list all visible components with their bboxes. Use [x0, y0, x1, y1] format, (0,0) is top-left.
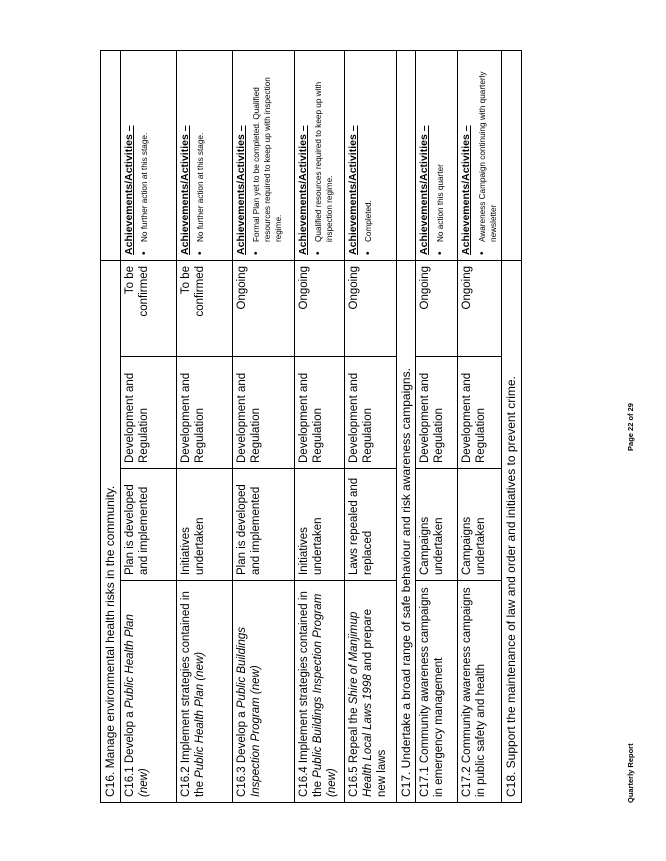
activity-text: C16.1 Develop a	[123, 708, 136, 797]
status-text: Ongoing	[297, 265, 310, 310]
achievements-heading: Achievements/Activities –	[178, 125, 191, 255]
activity-cell	[416, 581, 458, 803]
achievement-cell	[458, 50, 502, 260]
responsible-cell: Development and Regulation	[344, 357, 396, 469]
activity-title-italic: Public Health Plan (new)	[123, 614, 150, 797]
activity-text: C16.4 Implement strategies contained in the	[297, 591, 324, 797]
status-cell	[344, 260, 396, 356]
achievement-text: No further action at this stage.	[196, 132, 206, 242]
outcome-cell: Initiatives undertaken	[176, 469, 232, 581]
action-plan-table	[100, 50, 522, 803]
achievement-text: Qualified resources required to keep up with inspection regime.	[314, 81, 335, 242]
status-text-2: confirmed	[137, 265, 150, 317]
achievement-cell	[120, 50, 176, 260]
achievement-bullet: • No further action at this stage.	[196, 56, 207, 255]
status-cell	[294, 260, 344, 356]
status-text: Ongoing	[235, 265, 248, 310]
activity-title-italic: Shire of Manjimup Health Local Laws 1998	[347, 611, 374, 797]
outcome-cell: Campaigns undertaken	[458, 469, 502, 581]
achievement-cell	[176, 50, 232, 260]
status-text: Ongoing	[347, 265, 360, 310]
achievements-heading: Achievements/Activities –	[460, 125, 473, 255]
responsible-cell: Development and Regulation	[416, 357, 458, 469]
table-row	[120, 50, 176, 802]
activity-text: C16.5 Repeal the	[347, 704, 360, 797]
achievements-heading: Achievements/Activities –	[418, 125, 431, 255]
section-c16-blank	[101, 50, 121, 260]
outcome-cell: Initiatives undertaken	[294, 469, 344, 581]
achievement-bullet: • Awareness Campaign continuing with quarterly newsletter	[478, 56, 499, 255]
footer-page-number: Page 22 of 29	[626, 403, 635, 451]
responsible-cell: Development and Regulation	[294, 357, 344, 469]
achievement-text: No action this quarter	[436, 164, 446, 242]
outcome-cell: Campaigns undertaken	[416, 469, 458, 581]
achievements-heading: Achievements/Activities –	[346, 125, 359, 255]
activity-cell	[458, 581, 502, 803]
responsible-cell: Development and Regulation	[232, 357, 294, 469]
achievement-text: Completed.	[364, 200, 374, 242]
activity-text: C17.2 Community awareness campaigns in public safety and health	[461, 587, 488, 797]
outcome-cell: Plan is developed and implemented	[232, 469, 294, 581]
status-cell	[232, 260, 294, 356]
activity-cell	[344, 581, 396, 803]
table-row	[458, 50, 502, 802]
page-footer	[626, 51, 640, 803]
table-row	[176, 50, 232, 802]
achievement-bullet: • No action this quarter	[436, 56, 447, 255]
activity-cell	[120, 581, 176, 803]
achievement-text: No further action at this stage.	[140, 132, 150, 242]
footer-report-name: Quarterly Report	[626, 743, 635, 803]
achievement-text: Awareness Campaign continuing with quarterly newsletter	[478, 71, 498, 242]
activity-title-italic: Public Buildings Inspection Program (new)	[311, 593, 338, 797]
responsible-cell: Development and Regulation	[120, 357, 176, 469]
activity-text: C16.3 Develop a	[235, 708, 248, 797]
achievement-cell	[344, 50, 396, 260]
section-row-c18	[502, 50, 522, 802]
activity-title-italic: Public Buildings Inspection Program (new)	[235, 626, 262, 797]
status-cell	[176, 260, 232, 356]
activity-title-italic: Public Health Plan (new)	[193, 651, 206, 778]
achievement-bullet: • No further action at this stage.	[140, 56, 151, 255]
achievements-heading: Achievements/Activities –	[296, 125, 309, 255]
table-row	[232, 50, 294, 802]
section-row-c16	[101, 50, 121, 802]
achievement-cell	[294, 50, 344, 260]
status-text: To be	[123, 265, 136, 295]
activity-cell	[176, 581, 232, 803]
achievement-bullet: • Completed.	[364, 56, 375, 255]
achievements-heading: Achievements/Activities –	[122, 125, 135, 255]
status-text-2: confirmed	[193, 265, 206, 317]
achievement-cell	[232, 50, 294, 260]
activity-cell	[294, 581, 344, 803]
achievement-cell	[416, 50, 458, 260]
status-text: Ongoing	[461, 265, 474, 310]
status-text: To be	[179, 265, 192, 295]
activity-text-tail: and prepare new laws	[361, 609, 388, 797]
section-c18-label: C18. Support the maintenance of law and order and initiatives to prevent crime.	[502, 260, 522, 802]
status-cell	[416, 260, 458, 356]
table-row	[344, 50, 396, 802]
section-c16-label: C16. Manage environmental health risks in the community.	[101, 260, 121, 802]
table-row	[416, 50, 458, 802]
status-text: Ongoing	[419, 265, 432, 310]
activity-text: C17.1 Community awareness campaigns in emergency management	[419, 587, 446, 797]
achievement-text: Formal Plan yet to be completed. Qualified resources required to keep up with inspection regime.	[252, 77, 283, 242]
section-c17-blank	[396, 50, 416, 260]
activity-text: C16.2 Implement strategies contained in the	[179, 591, 206, 797]
section-c17-label: C17. Undertake a broad range of safe behaviour and risk awareness campaigns.	[396, 260, 416, 802]
responsible-cell: Development and Regulation	[176, 357, 232, 469]
table-row	[294, 50, 344, 802]
status-cell	[120, 260, 176, 356]
section-row-c17	[396, 50, 416, 802]
responsible-cell: Development and Regulation	[458, 357, 502, 469]
achievement-bullet: • Formal Plan yet to be completed. Qualified resources required to keep up with inspection regime.	[252, 56, 284, 255]
section-c18-blank	[502, 50, 522, 260]
outcome-cell: Laws repealed and replaced	[344, 469, 396, 581]
achievements-heading: Achievements/Activities –	[234, 125, 247, 255]
activity-cell	[232, 581, 294, 803]
outcome-cell: Plan is developed and implemented	[120, 469, 176, 581]
status-cell	[458, 260, 502, 356]
achievement-bullet: • Qualified resources required to keep up with inspection regime.	[314, 56, 335, 255]
